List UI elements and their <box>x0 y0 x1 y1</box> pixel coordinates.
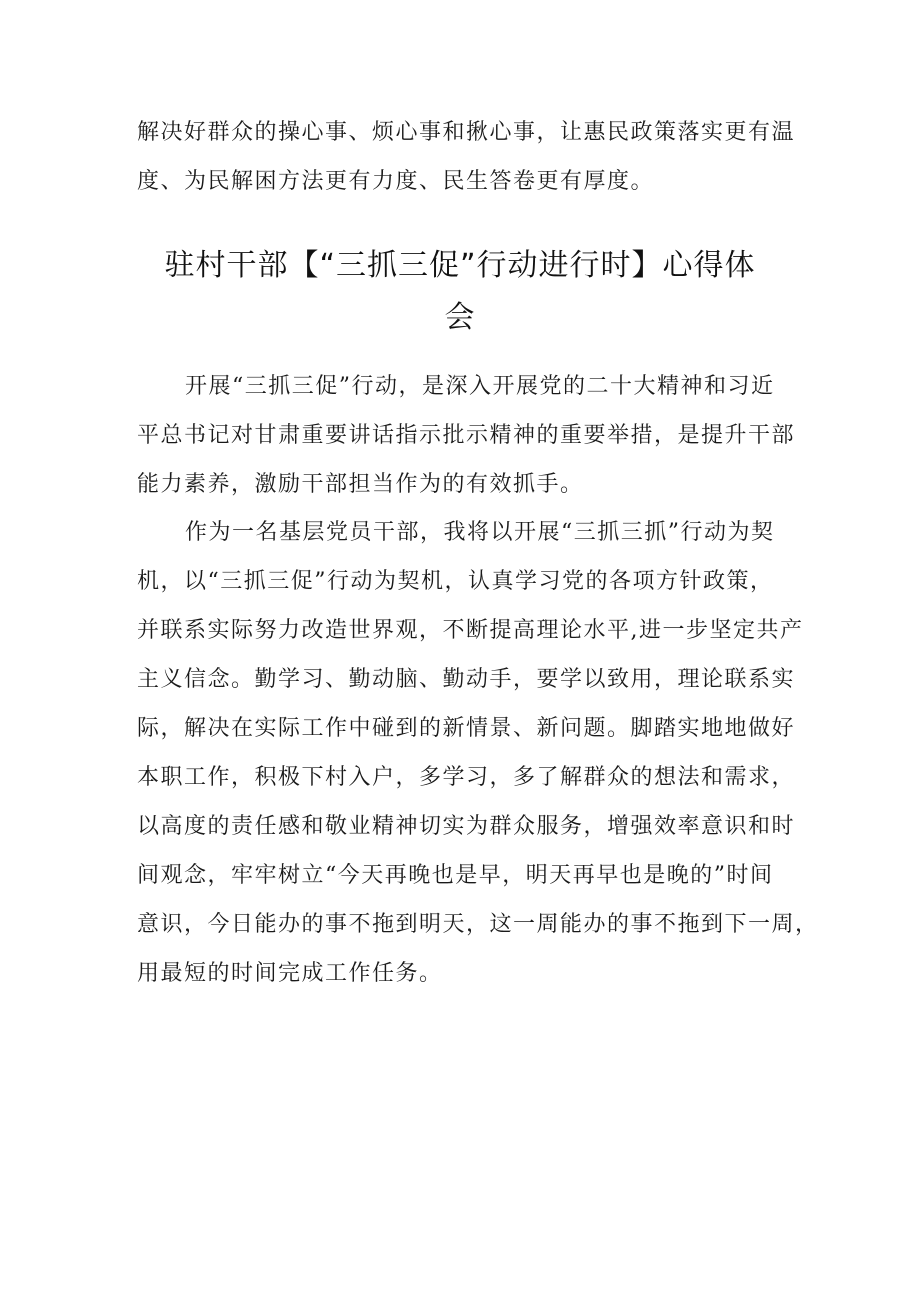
article-title <box>100 240 820 344</box>
paragraph-line: 机，以“三抓三促”行动为契机，认真学习党的各项方针政策， <box>137 569 774 594</box>
paragraph-line: 开展“三抓三促”行动，是深入开展党的二十大精神和习近 <box>185 374 775 399</box>
paragraph-1 <box>137 362 797 509</box>
paragraph-line: 解决好群众的操心事、烦心事和揪心事，让惠民政策落实更有温 <box>137 120 796 145</box>
paragraph-line: 度、为民解困方法更有力度、民生答卷更有厚度。 <box>137 169 655 194</box>
paragraph-line: 并联系实际努力改造世界观，不断提高理论水平,进一步坚定共产 <box>137 618 804 643</box>
top-paragraph <box>137 108 797 206</box>
paragraph-line: 主义信念。勤学习、勤动脑、勤动手，要学以致用，理论联系实 <box>137 667 796 692</box>
paragraph-line: 用最短的时间完成工作任务。 <box>137 961 443 986</box>
paragraph-line: 意识，今日能办的事不拖到明天，这一周能办的事不拖到下一周， <box>137 912 819 937</box>
paragraph-line: 本职工作，积极下村入户，多学习，多了解群众的想法和需求， <box>137 765 796 790</box>
paragraph-line: 际，解决在实际工作中碰到的新情景、新问题。脚踏实地地做好 <box>137 716 796 741</box>
paragraph-line: 作为一名基层党员干部，我将以开展“三抓三抓”行动为契 <box>185 520 775 545</box>
paragraph-line: 能力素养，激励干部担当作为的有效抓手。 <box>137 472 584 497</box>
paragraph-line: 平总书记对甘肃重要讲话指示批示精神的重要举措，是提升干部 <box>137 423 796 448</box>
paragraph-2 <box>137 508 819 998</box>
paragraph-line: 以高度的责任感和敬业精神切实为群众服务，增强效率意识和时 <box>137 814 796 839</box>
title-line: 驻村干部【“三抓三促”行动进行时】心得体 <box>164 248 756 283</box>
title-line: 会 <box>444 300 476 335</box>
paragraph-line: 间观念，牢牢树立“今天再晚也是早，明天再早也是晚的”时间 <box>137 863 774 888</box>
